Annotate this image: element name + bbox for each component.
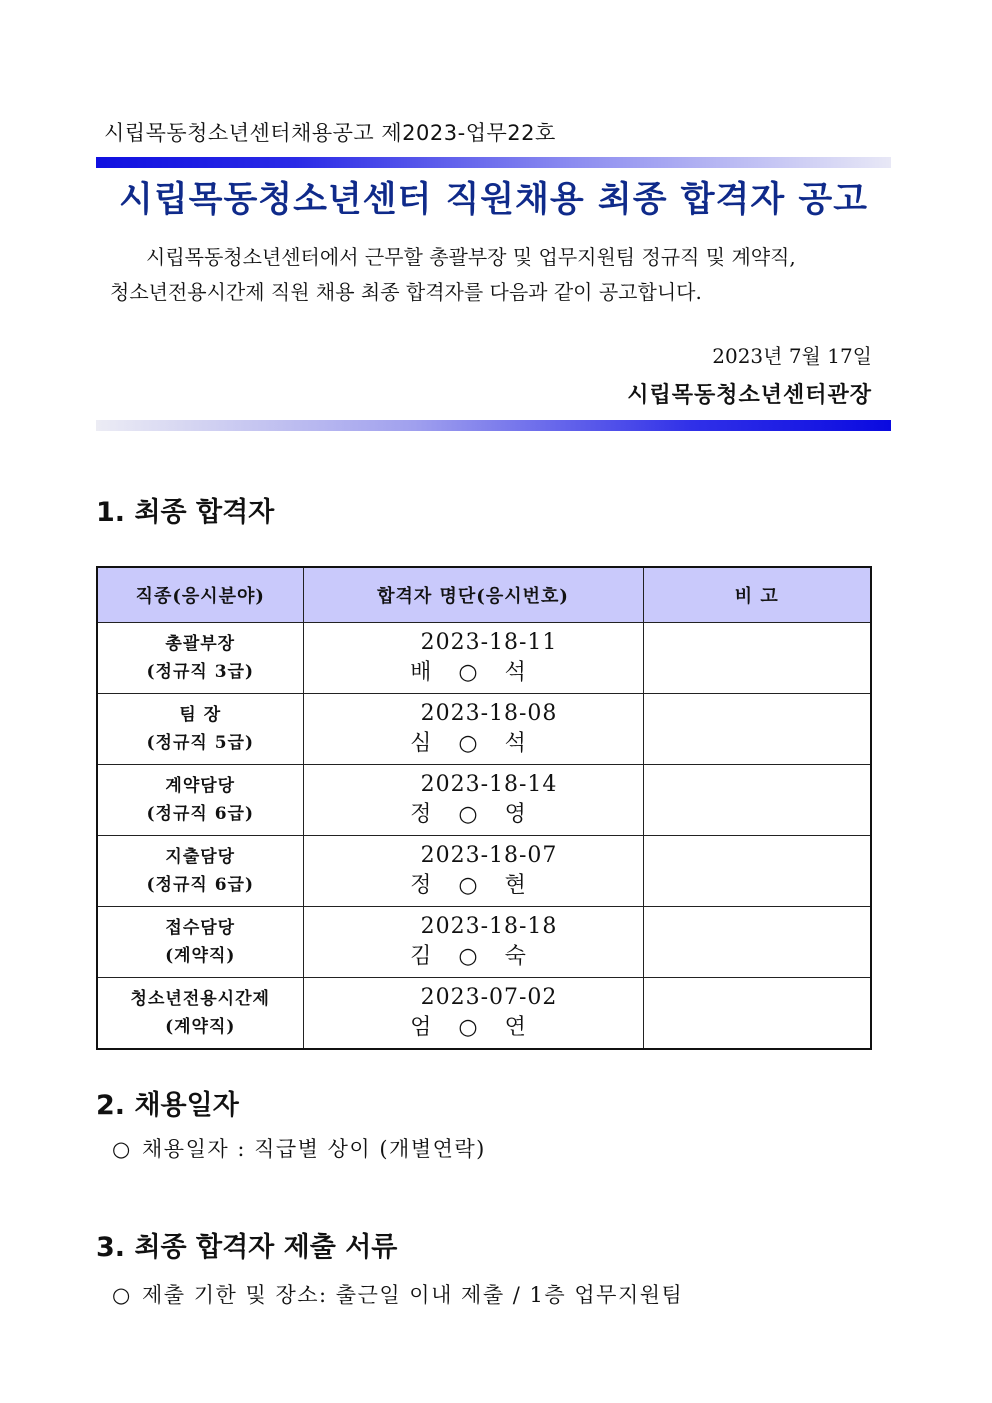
applicant-cell [303,907,643,978]
category-grade: (정규직 3급) [146,662,255,682]
category-name: 청소년전용시간제 [130,989,270,1009]
applicant-name: 엄 ○ 연 [410,1015,536,1040]
intro-line-1: 시립목동청소년센터에서 근무할 총괄부장 및 업무지원팀 정규직 및 계약직, [146,245,796,269]
bullet-mark: ○ [112,1283,132,1307]
applicant-cell [303,836,643,907]
table-row [97,765,871,836]
category-grade: (정규직 6급) [146,875,255,895]
signer: 시립목동청소년센터관장 [627,382,872,408]
category-grade: (계약직) [165,946,236,966]
applicant-number: 2023-18-18 [420,914,558,939]
applicant-name: 김 ○ 숙 [410,944,536,969]
header-applicant-list: 합격자 명단(응시번호) [303,567,643,623]
category-cell [97,623,303,694]
table-header-row [97,567,871,623]
category-cell [97,836,303,907]
category-cell [97,765,303,836]
intro-line-2: 청소년전용시간제 직원 채용 최종 합격자를 다음과 같이 공고합니다. [110,280,702,304]
final-applicants-table [96,566,872,1050]
table-row [97,694,871,765]
header-divider-bottom [96,420,891,431]
category-cell [97,978,303,1050]
applicant-cell [303,765,643,836]
section-title-hire-date: 2. 채용일자 [96,1090,239,1121]
page-title: 시립목동청소년센터 직원채용 최종 합격자 공고 [119,180,868,220]
applicant-name: 심 ○ 석 [410,731,536,756]
category-name: 총괄부장 [165,634,236,654]
section-title-final-applicants: 1. 최종 합격자 [96,497,275,528]
category-grade: (정규직 5급) [146,733,255,753]
notice-date: 2023년 7월 17일 [712,344,872,368]
bullet-mark: ○ [112,1137,132,1161]
header-category: 직종(응시분야) [97,567,303,623]
category-name: 계약담당 [165,776,236,796]
note-cell [643,907,871,978]
applicant-number: 2023-18-14 [420,772,558,797]
category-name: 지출담당 [165,847,236,867]
applicant-name: 배 ○ 석 [410,660,536,685]
table-row [97,907,871,978]
category-grade: (계약직) [165,1017,236,1037]
header-note: 비 고 [643,567,871,623]
note-cell [643,694,871,765]
applicant-name: 정 ○ 현 [410,873,536,898]
intro-paragraph [110,240,870,310]
applicant-number: 2023-18-07 [420,843,558,868]
table-row [97,978,871,1050]
applicant-number: 2023-18-11 [420,630,558,655]
hire-date-text: 채용일자 : 직급별 상이 (개별연락) [142,1137,486,1161]
category-grade: (정규직 6급) [146,804,255,824]
header-divider-top [96,157,891,168]
hire-date-bullet [112,1133,486,1163]
documents-bullet [112,1279,683,1309]
table-row [97,836,871,907]
note-cell [643,978,871,1050]
note-cell [643,765,871,836]
applicant-cell [303,978,643,1050]
applicant-name: 정 ○ 영 [410,802,536,827]
applicant-number: 2023-18-08 [420,701,558,726]
documents-text: 제출 기한 및 장소: 출근일 이내 제출 / 1층 업무지원팀 [142,1283,684,1307]
category-cell [97,907,303,978]
applicant-cell [303,694,643,765]
category-cell [97,694,303,765]
category-name: 접수담당 [165,918,236,938]
applicant-cell [303,623,643,694]
section-title-documents: 3. 최종 합격자 제출 서류 [96,1232,398,1263]
notice-number: 시립목동청소년센터채용공고 제2023-업무22호 [104,121,556,145]
note-cell [643,623,871,694]
note-cell [643,836,871,907]
category-name: 팀 장 [179,705,222,725]
applicant-number: 2023-07-02 [420,985,558,1010]
table-row [97,623,871,694]
